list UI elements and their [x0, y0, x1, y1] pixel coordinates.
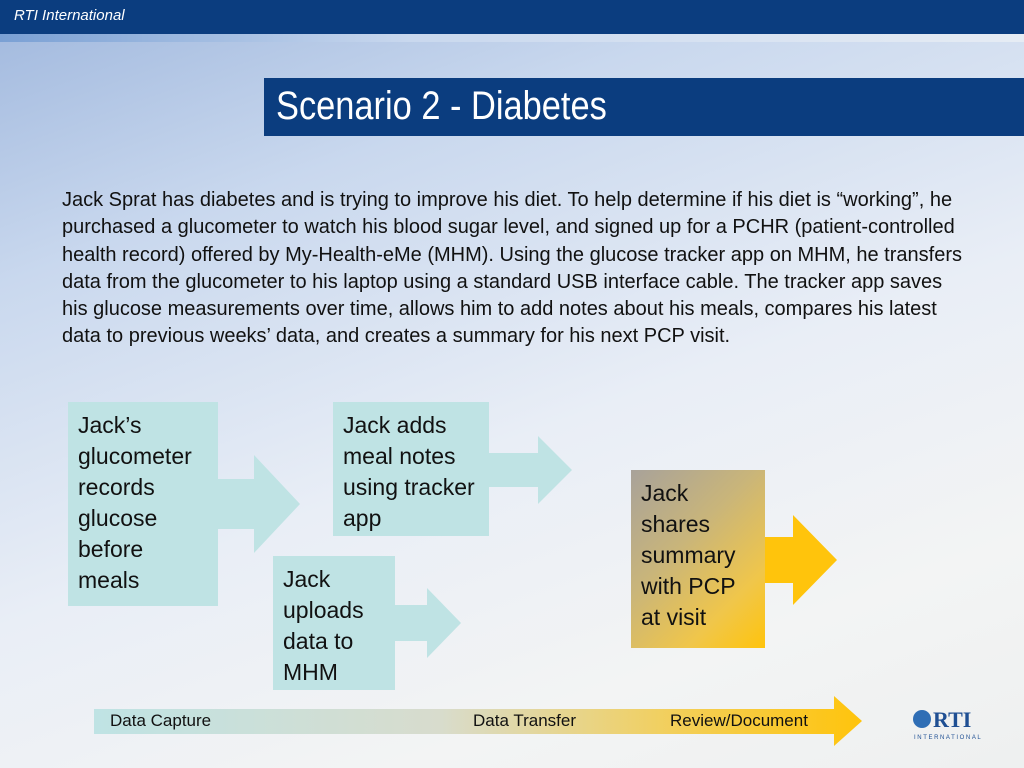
step1-arrow-icon	[208, 455, 300, 553]
step-box-glucometer: Jack’s glucometer records glucose before meals	[68, 402, 218, 606]
slide-title: Scenario 2 - Diabetes	[276, 84, 607, 128]
header-stripe	[0, 34, 1024, 42]
step4-arrow-icon	[755, 515, 837, 605]
header-brand: RTI International	[14, 7, 125, 24]
step-box-share: Jack shares summary with PCP at visit	[631, 470, 765, 648]
timeline-stage-transfer: Data Transfer	[473, 711, 576, 730]
rti-logo	[912, 706, 992, 742]
scenario-paragraph: Jack Sprat has diabetes and is trying to improve his diet. To help determine if his diet is “working”, he purchased a glucometer to watch his blood sugar level, and signed up for a PCHR (patient-controlled health record) offered by My-Health-eMe (MHM). Using the glucose tracker app on MHM, he transfers data from the glucometer to his laptop using a standard USB interface cable. The tracker app saves his glucose measurements over time, allows him to add notes about his meals, compares his latest data to previous weeks’ data, and creates a summary for his next PCP visit.	[62, 189, 962, 348]
svg-text:INTERNATIONAL: INTERNATIONAL	[914, 735, 983, 741]
svg-text:RTI: RTI	[933, 707, 972, 732]
step2-arrow-icon	[385, 588, 461, 658]
title-bar	[264, 78, 1024, 136]
step3-arrow-icon	[478, 436, 572, 504]
step-box-meal-notes: Jack adds meal notes using tracker app	[333, 402, 489, 536]
timeline-stage-capture: Data Capture	[110, 711, 212, 730]
header-bar	[0, 0, 1024, 34]
timeline-stage-review: Review/Document	[670, 711, 808, 730]
step-box-upload: Jack uploads data to MHM	[273, 556, 395, 690]
